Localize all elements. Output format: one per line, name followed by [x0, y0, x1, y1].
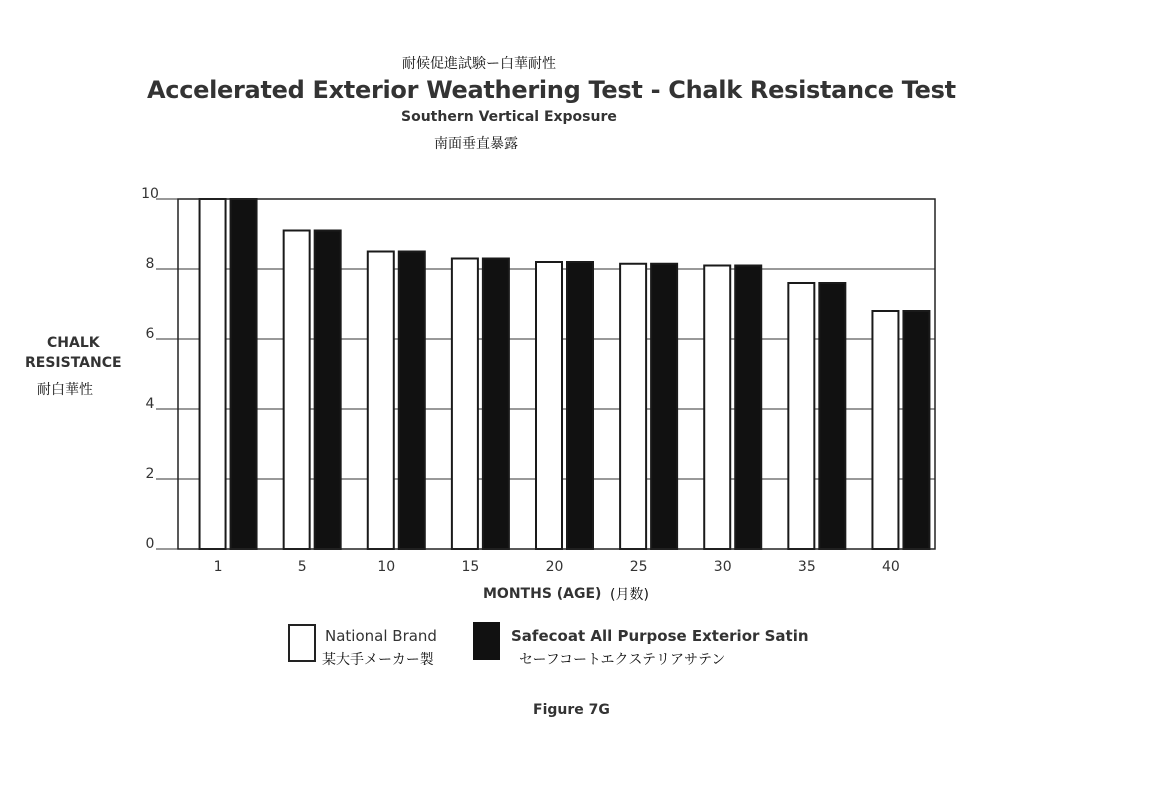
legend-label-national-brand-jp: 某大手メーカー製 [322, 652, 434, 668]
bar-national-brand-35 [788, 283, 814, 549]
bar-national-brand-15 [452, 259, 478, 550]
legend-label-safecoat-jp: セーフコートエクステリアサテン [519, 652, 726, 668]
figure-label: Figure 7G [533, 702, 610, 718]
bar-safecoat-30 [735, 266, 761, 550]
y-axis-label-line1: CHALK [47, 335, 100, 351]
bar-national-brand-20 [536, 262, 562, 549]
y-axis-label-line2: RESISTANCE [25, 355, 122, 371]
bar-national-brand-40 [872, 311, 898, 549]
y-tick-labels [141, 186, 159, 552]
chart-title: Accelerated Exterior Weathering Test - Chalk Resistance Test [147, 76, 956, 104]
bar-safecoat-25 [651, 264, 677, 549]
bar-safecoat-15 [483, 259, 509, 550]
y-tick-label: 0 [145, 536, 155, 552]
bar-national-brand-10 [368, 252, 394, 550]
x-tick-label: 20 [545, 559, 564, 575]
bar-safecoat-40 [903, 311, 929, 549]
bar-national-brand-5 [284, 231, 310, 550]
chart-subtitle: Southern Vertical Exposure [401, 109, 617, 125]
legend-swatch-national-brand [288, 624, 316, 662]
x-tick-label: 35 [797, 559, 816, 575]
x-tick-label: 25 [629, 559, 648, 575]
y-tick-label: 4 [145, 396, 155, 412]
y-tick-label: 2 [145, 466, 155, 482]
y-tick-label: 8 [145, 256, 155, 272]
bar-safecoat-5 [315, 231, 341, 550]
x-tick-labels [214, 559, 900, 575]
bar-safecoat-10 [399, 252, 425, 550]
legend-label-safecoat: Safecoat All Purpose Exterior Satin [511, 627, 809, 645]
chart-title-jp: 耐候促進試験ー白華耐性 [402, 56, 556, 72]
bar-national-brand-1 [200, 199, 226, 549]
bar-safecoat-1 [231, 199, 257, 549]
x-tick-label: 40 [882, 559, 900, 575]
x-tick-label: 10 [377, 559, 396, 575]
y-axis-label-jp: 耐白華性 [37, 382, 93, 398]
x-axis-label: MONTHS (AGE) [483, 586, 602, 602]
bar-national-brand-30 [704, 266, 730, 550]
bar-national-brand-25 [620, 264, 646, 549]
legend-swatch-safecoat [473, 622, 500, 660]
x-tick-label: 30 [713, 559, 732, 575]
bars [200, 199, 930, 549]
bar-safecoat-20 [567, 262, 593, 549]
y-tick-label: 6 [145, 326, 155, 342]
bar-safecoat-35 [819, 283, 845, 549]
x-tick-label: 1 [213, 559, 223, 575]
x-tick-label: 5 [297, 559, 307, 575]
legend-label-national-brand: National Brand [325, 627, 437, 645]
y-tick-label: 10 [141, 186, 159, 202]
x-axis-label-jp: (月数) [610, 587, 649, 603]
chart-subtitle-jp: 南面垂直暴露 [434, 136, 518, 152]
x-tick-label: 15 [461, 559, 480, 575]
